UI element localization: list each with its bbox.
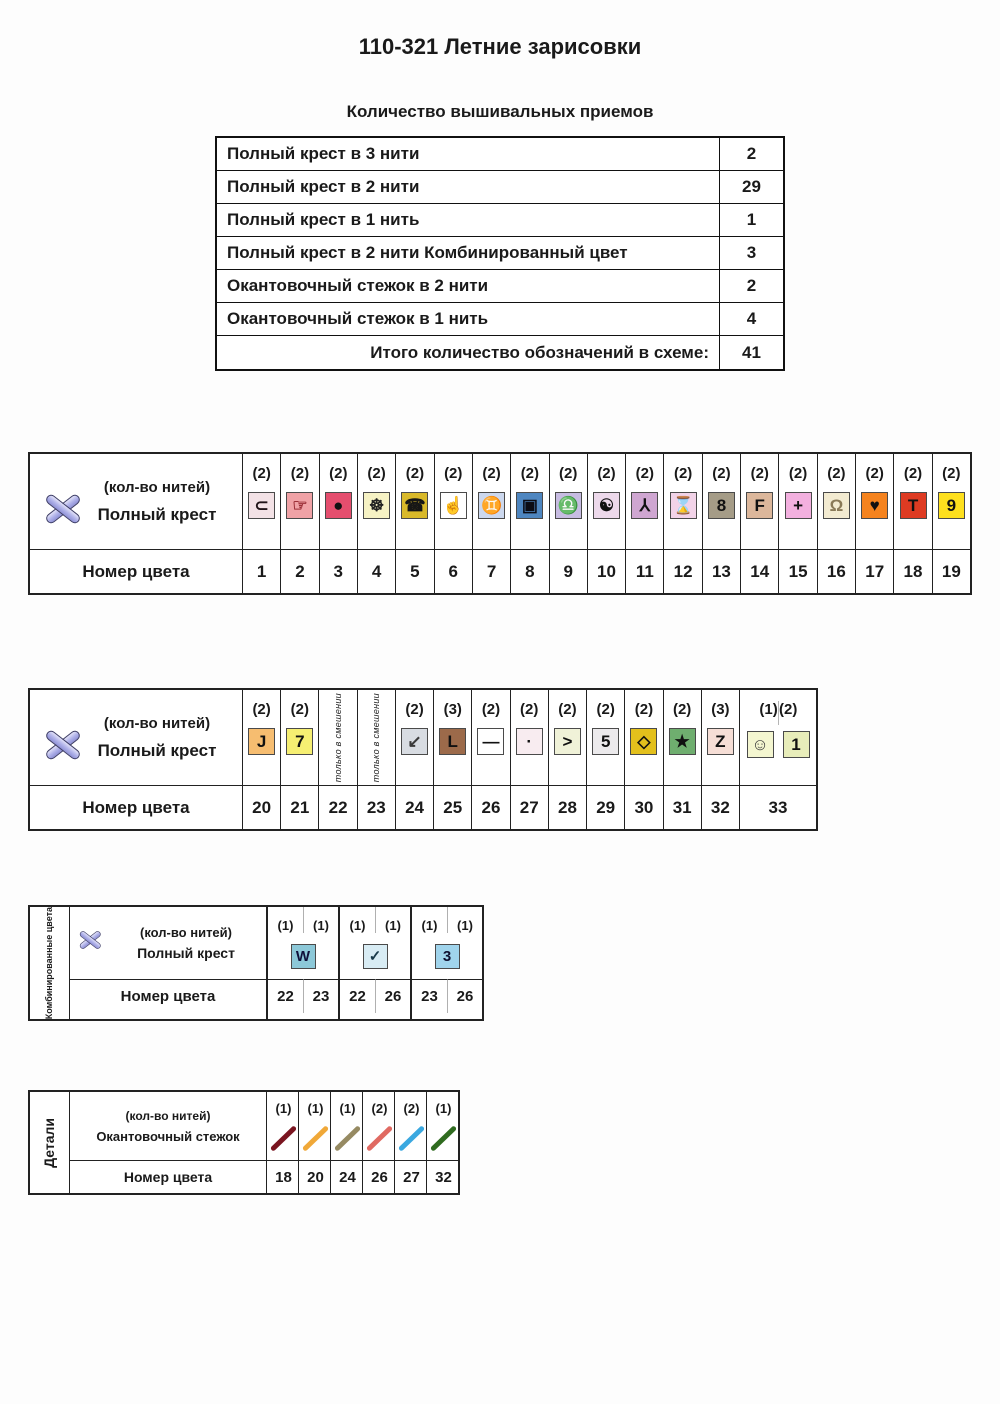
blend-only-note xyxy=(549,690,586,785)
color-number-value: 1 xyxy=(242,549,280,593)
full-cross-label: Полный крест xyxy=(137,945,235,961)
symbol-column-header xyxy=(855,454,893,549)
stitch-symbol-box: ☎ xyxy=(401,492,428,519)
details-label: Детали xyxy=(41,1117,58,1168)
combined-colors-label: Комбинированные цвета xyxy=(44,907,55,1020)
stitch-symbol-box: ★ xyxy=(669,728,696,755)
edging-color-column xyxy=(426,1092,458,1193)
thread-count-label: (кол-во нитей) xyxy=(125,1108,211,1123)
stitch-symbol-box: ↙ xyxy=(401,728,428,755)
combined-colors-table xyxy=(28,905,484,1021)
stitch-symbol-box: ● xyxy=(325,492,352,519)
thread-count-value: (2) xyxy=(520,701,539,718)
edging-color-column xyxy=(266,1092,298,1193)
symbol-column-header xyxy=(471,690,509,785)
symbol-column-header xyxy=(625,454,663,549)
color-number-value: 31 xyxy=(663,785,701,829)
color-number-value: 28 xyxy=(548,785,586,829)
symbol-column-header-double xyxy=(739,690,816,785)
blend-only-note: только в смешении xyxy=(371,692,382,783)
thread-count-value: (2) xyxy=(329,465,348,482)
thread-count-value: (2) xyxy=(371,1101,388,1116)
thread-count-value: (2) xyxy=(942,465,961,482)
symbol-column-header xyxy=(932,454,970,549)
details-columns xyxy=(266,1092,458,1193)
color-number-label: Номер цвета xyxy=(30,549,242,593)
symbol-column-header xyxy=(318,690,356,785)
thread-count-value: (2) xyxy=(635,465,654,482)
summary-row-value: 3 xyxy=(719,237,783,270)
summary-title: Количество вышивальных приемов xyxy=(346,102,654,121)
symbol-column-header xyxy=(663,454,701,549)
thread-count-value: (2) xyxy=(634,701,654,718)
color-number-value: 4 xyxy=(357,549,395,593)
edging-color-column xyxy=(394,1092,426,1193)
legend2-header-cell xyxy=(30,690,242,785)
symbol-column-header xyxy=(586,690,624,785)
combined-symbol-group xyxy=(410,907,482,1019)
color-number-value: 27 xyxy=(510,785,548,829)
stitch-symbol-box: ♎ xyxy=(555,492,582,519)
color-number-value: 29 xyxy=(586,785,624,829)
thread-count-value: (2) xyxy=(597,465,616,482)
edging-color-column xyxy=(330,1092,362,1193)
thread-count-value: (1) xyxy=(275,1101,292,1116)
stitch-symbol-box: ☝ xyxy=(440,492,467,519)
thread-count-value: (1) xyxy=(447,907,482,933)
symbol-column-header xyxy=(587,454,625,549)
color-number-value: 7 xyxy=(472,549,510,593)
thread-count-value: (2) xyxy=(558,701,577,718)
color-number-value: 6 xyxy=(434,549,472,593)
summary-total-value: 41 xyxy=(719,336,783,369)
symbol-column-header xyxy=(510,690,548,785)
thread-count-label: (кол-во нитей) xyxy=(103,714,211,732)
color-number-label: Номер цвета xyxy=(70,1160,266,1193)
color-number-value: 26 xyxy=(471,785,509,829)
color-number-value: 23 xyxy=(357,785,395,829)
color-number-value: 8 xyxy=(510,549,548,593)
thread-count-value: (2) xyxy=(750,465,769,482)
color-number-value: 25 xyxy=(433,785,471,829)
summary-row-label: Полный крест в 2 нити Комбинированный цвет xyxy=(217,237,719,270)
thread-count-value: (1) xyxy=(307,1101,324,1116)
symbol-column-header xyxy=(702,454,740,549)
symbol-column-header xyxy=(357,690,395,785)
stitch-symbol-box: ◇ xyxy=(630,728,657,755)
details-side-label-cell xyxy=(30,1092,70,1193)
stitch-symbol-box: L xyxy=(439,728,466,755)
color-number-value: 21 xyxy=(280,785,318,829)
thread-count-value: (2) xyxy=(405,465,425,482)
legend1-header-cell xyxy=(30,454,242,549)
symbol-column-header xyxy=(817,454,855,549)
stitch-symbol-box: F xyxy=(746,492,773,519)
summary-total-label: Итого количество обозначений в схеме: xyxy=(370,342,709,362)
thread-count-value: (2) xyxy=(252,701,271,718)
color-number-value: 24 xyxy=(331,1160,364,1193)
stitch-symbol-box: T xyxy=(900,492,927,519)
stitch-symbol-box: Z xyxy=(707,728,734,755)
thread-count-value: (2) xyxy=(252,465,271,482)
stitch-line-swatch xyxy=(427,1116,460,1160)
summary-row-value: 29 xyxy=(719,171,783,204)
blend-only-note xyxy=(625,690,662,785)
color-number-value: 27 xyxy=(395,1160,428,1193)
full-cross-icon xyxy=(40,490,86,528)
summary-row-label: Окантовочный стежок в 2 нити xyxy=(217,270,719,303)
color-number-label: Номер цвета xyxy=(70,979,266,1013)
color-number-label: Номер цвета xyxy=(30,785,242,829)
full-cross-legend-table-2 xyxy=(28,688,818,831)
symbol-column-header xyxy=(395,690,433,785)
color-number-value: 20 xyxy=(299,1160,332,1193)
thread-count-value: (2) xyxy=(788,465,808,482)
summary-row-label: Полный крест в 2 нити xyxy=(217,171,719,204)
color-number-value: 5 xyxy=(395,549,433,593)
color-number-value: 24 xyxy=(395,785,433,829)
color-number-value: 32 xyxy=(701,785,739,829)
stitch-symbol-box: · xyxy=(516,728,543,755)
combined-side-label-cell xyxy=(30,907,70,1019)
symbol-column-header xyxy=(242,690,280,785)
stitch-line-swatch xyxy=(299,1116,332,1160)
thread-count-value: (1) xyxy=(759,701,778,718)
combined-header-cell xyxy=(70,907,266,1019)
thread-count-value: (2) xyxy=(778,701,797,725)
symbol-column-header xyxy=(434,454,472,549)
symbol-column-header xyxy=(893,454,931,549)
full-cross-icon xyxy=(40,726,86,764)
color-number-value: 2 xyxy=(280,549,318,593)
thread-count-value: (2) xyxy=(672,701,692,718)
blend-only-note: только в смешении xyxy=(333,692,344,783)
stitch-symbol-box: + xyxy=(785,492,812,519)
color-number-value: 14 xyxy=(740,549,778,593)
thread-count-value: (2) xyxy=(290,701,309,718)
color-number-value: 26 xyxy=(447,979,482,1013)
digit-1-symbol-box: 1 xyxy=(783,731,810,758)
thread-count-label: (кол-во нитей) xyxy=(103,478,211,496)
stitch-symbol-box: 7 xyxy=(286,728,313,755)
color-number-value: 18 xyxy=(893,549,931,593)
color-number-value: 10 xyxy=(587,549,625,593)
stitch-symbol-box: ♊ xyxy=(478,492,505,519)
combined-symbol-box: 3 xyxy=(435,944,460,969)
color-number-value: 11 xyxy=(625,549,663,593)
page-title: 110-321 Летние зарисовки xyxy=(358,34,642,59)
smiley-symbol-box: ☺ xyxy=(747,731,774,758)
stitch-symbol-box: ☸ xyxy=(363,492,390,519)
blend-only-note xyxy=(472,690,509,785)
full-cross-label: Полный крест xyxy=(97,740,217,760)
thread-count-value: (2) xyxy=(712,465,731,482)
color-number-value: 26 xyxy=(375,979,410,1013)
symbol-column-header xyxy=(510,454,548,549)
stitch-symbol-box: J xyxy=(248,728,275,755)
thread-count-value: (2) xyxy=(903,465,923,482)
color-number-value: 15 xyxy=(778,549,816,593)
symbol-column-header xyxy=(280,454,318,549)
color-number-value: 22 xyxy=(318,785,356,829)
color-number-value: 26 xyxy=(363,1160,396,1193)
details-table xyxy=(28,1090,460,1195)
blend-only-note xyxy=(664,690,701,785)
stitch-symbol-box: ☯ xyxy=(593,492,620,519)
thread-count-value: (3) xyxy=(443,701,462,718)
blend-only-note xyxy=(511,690,548,785)
blend-only-note xyxy=(434,690,471,785)
thread-count-value: (1) xyxy=(303,907,338,933)
symbol-column-header xyxy=(549,454,587,549)
stitch-symbol-box: 8 xyxy=(708,492,735,519)
symbol-column-header xyxy=(624,690,662,785)
combined-symbol-box: ✓ xyxy=(363,944,388,969)
stitch-symbol-box: 5 xyxy=(592,728,619,755)
stitch-symbol-box: ⅄ xyxy=(631,492,658,519)
color-number-value: 30 xyxy=(624,785,662,829)
stitch-line-swatch xyxy=(363,1116,396,1160)
details-header-cell xyxy=(70,1092,266,1193)
stitch-symbol-box: ▣ xyxy=(516,492,543,519)
color-number-value: 23 xyxy=(303,979,338,1013)
blend-only-note xyxy=(243,690,280,785)
thread-count-value: (2) xyxy=(482,465,501,482)
edging-stitch-label: Окантовочный стежок xyxy=(96,1128,240,1144)
thread-count-value: (2) xyxy=(405,701,424,718)
color-number-value: 22 xyxy=(340,979,375,1013)
combined-symbol-group xyxy=(266,907,338,1019)
thread-count-value: (1) xyxy=(349,918,366,933)
thread-count-value: (1) xyxy=(435,1101,452,1116)
summary-row-label: Полный крест в 3 нити xyxy=(217,138,719,171)
symbol-column-header xyxy=(663,690,701,785)
symbol-column-header xyxy=(242,454,280,549)
thread-count-value: (2) xyxy=(403,1101,420,1116)
color-number-value: 18 xyxy=(267,1160,300,1193)
thread-count-value: (2) xyxy=(444,465,463,482)
stitch-symbol-box: ♥ xyxy=(861,492,888,519)
blend-only-note xyxy=(281,690,318,785)
color-number-value: 3 xyxy=(319,549,357,593)
thread-count-value: (2) xyxy=(596,701,615,718)
edging-color-column xyxy=(298,1092,330,1193)
thread-count-value: (1) xyxy=(421,918,438,933)
thread-count-value: (2) xyxy=(520,465,540,482)
stitch-line-swatch xyxy=(331,1116,364,1160)
thread-count-value: (1) xyxy=(277,918,294,933)
symbol-column-header xyxy=(319,454,357,549)
thread-count-value: (1) xyxy=(339,1101,356,1116)
thread-count-value: (2) xyxy=(559,465,578,482)
stitch-symbol-box: ⊂ xyxy=(248,492,275,519)
color-number-value: 32 xyxy=(427,1160,460,1193)
symbol-column-header xyxy=(395,454,433,549)
full-cross-label: Полный крест xyxy=(97,504,217,524)
color-number-value: 20 xyxy=(242,785,280,829)
symbol-column-header xyxy=(357,454,395,549)
summary-row-label: Полный крест в 1 нить xyxy=(217,204,719,237)
thread-count-label: (кол-во нитей) xyxy=(139,925,232,940)
symbol-column-header xyxy=(433,690,471,785)
stitch-symbol-box: 9 xyxy=(938,492,965,519)
stitch-counts-table xyxy=(215,136,785,371)
stitch-symbol-box: ⌛ xyxy=(670,492,697,519)
full-cross-legend-table-1 xyxy=(28,452,972,595)
color-number-value: 23 xyxy=(412,979,447,1013)
symbol-column-header xyxy=(740,454,778,549)
blend-only-note xyxy=(702,690,739,785)
blend-only-note xyxy=(587,690,624,785)
summary-row-value: 1 xyxy=(719,204,783,237)
edging-color-column xyxy=(362,1092,394,1193)
color-number-value: 22 xyxy=(268,979,303,1013)
color-number-value: 19 xyxy=(932,549,970,593)
color-number-value: 16 xyxy=(817,549,855,593)
thread-count-value: (1) xyxy=(375,907,410,933)
thread-count-value: (3) xyxy=(711,701,730,718)
blend-only-note xyxy=(396,690,433,785)
thread-count-value: (2) xyxy=(367,465,386,482)
color-number-value: 12 xyxy=(663,549,701,593)
thread-count-value: (2) xyxy=(481,701,501,718)
combined-symbol-box: W xyxy=(291,944,316,969)
combined-symbol-group xyxy=(338,907,410,1019)
symbol-column-header xyxy=(701,690,739,785)
summary-row-value: 4 xyxy=(719,303,783,336)
thread-count-value: (2) xyxy=(290,465,310,482)
stitch-line-swatch xyxy=(267,1116,300,1160)
stitch-symbol-box: — xyxy=(477,728,504,755)
summary-row-value: 2 xyxy=(719,270,783,303)
color-number-value: 13 xyxy=(702,549,740,593)
symbol-column-header xyxy=(280,690,318,785)
stitch-symbol-box: > xyxy=(554,728,581,755)
color-number-value: 17 xyxy=(855,549,893,593)
thread-count-value: (2) xyxy=(865,465,884,482)
summary-row-label: Окантовочный стежок в 1 нить xyxy=(217,303,719,336)
stitch-symbol-box: Ω xyxy=(823,492,850,519)
stitch-line-swatch xyxy=(395,1116,428,1160)
stitch-symbol-box: ☞ xyxy=(286,492,313,519)
symbol-column-header xyxy=(778,454,816,549)
color-number-value: 9 xyxy=(549,549,587,593)
symbol-column-header xyxy=(472,454,510,549)
thread-count-value: (2) xyxy=(827,465,846,482)
summary-row-value: 2 xyxy=(719,138,783,171)
symbol-column-header xyxy=(548,690,586,785)
color-number-value: 33 xyxy=(739,785,816,829)
combined-groups xyxy=(266,907,482,1019)
full-cross-icon xyxy=(76,928,105,952)
thread-count-value: (2) xyxy=(673,465,693,482)
